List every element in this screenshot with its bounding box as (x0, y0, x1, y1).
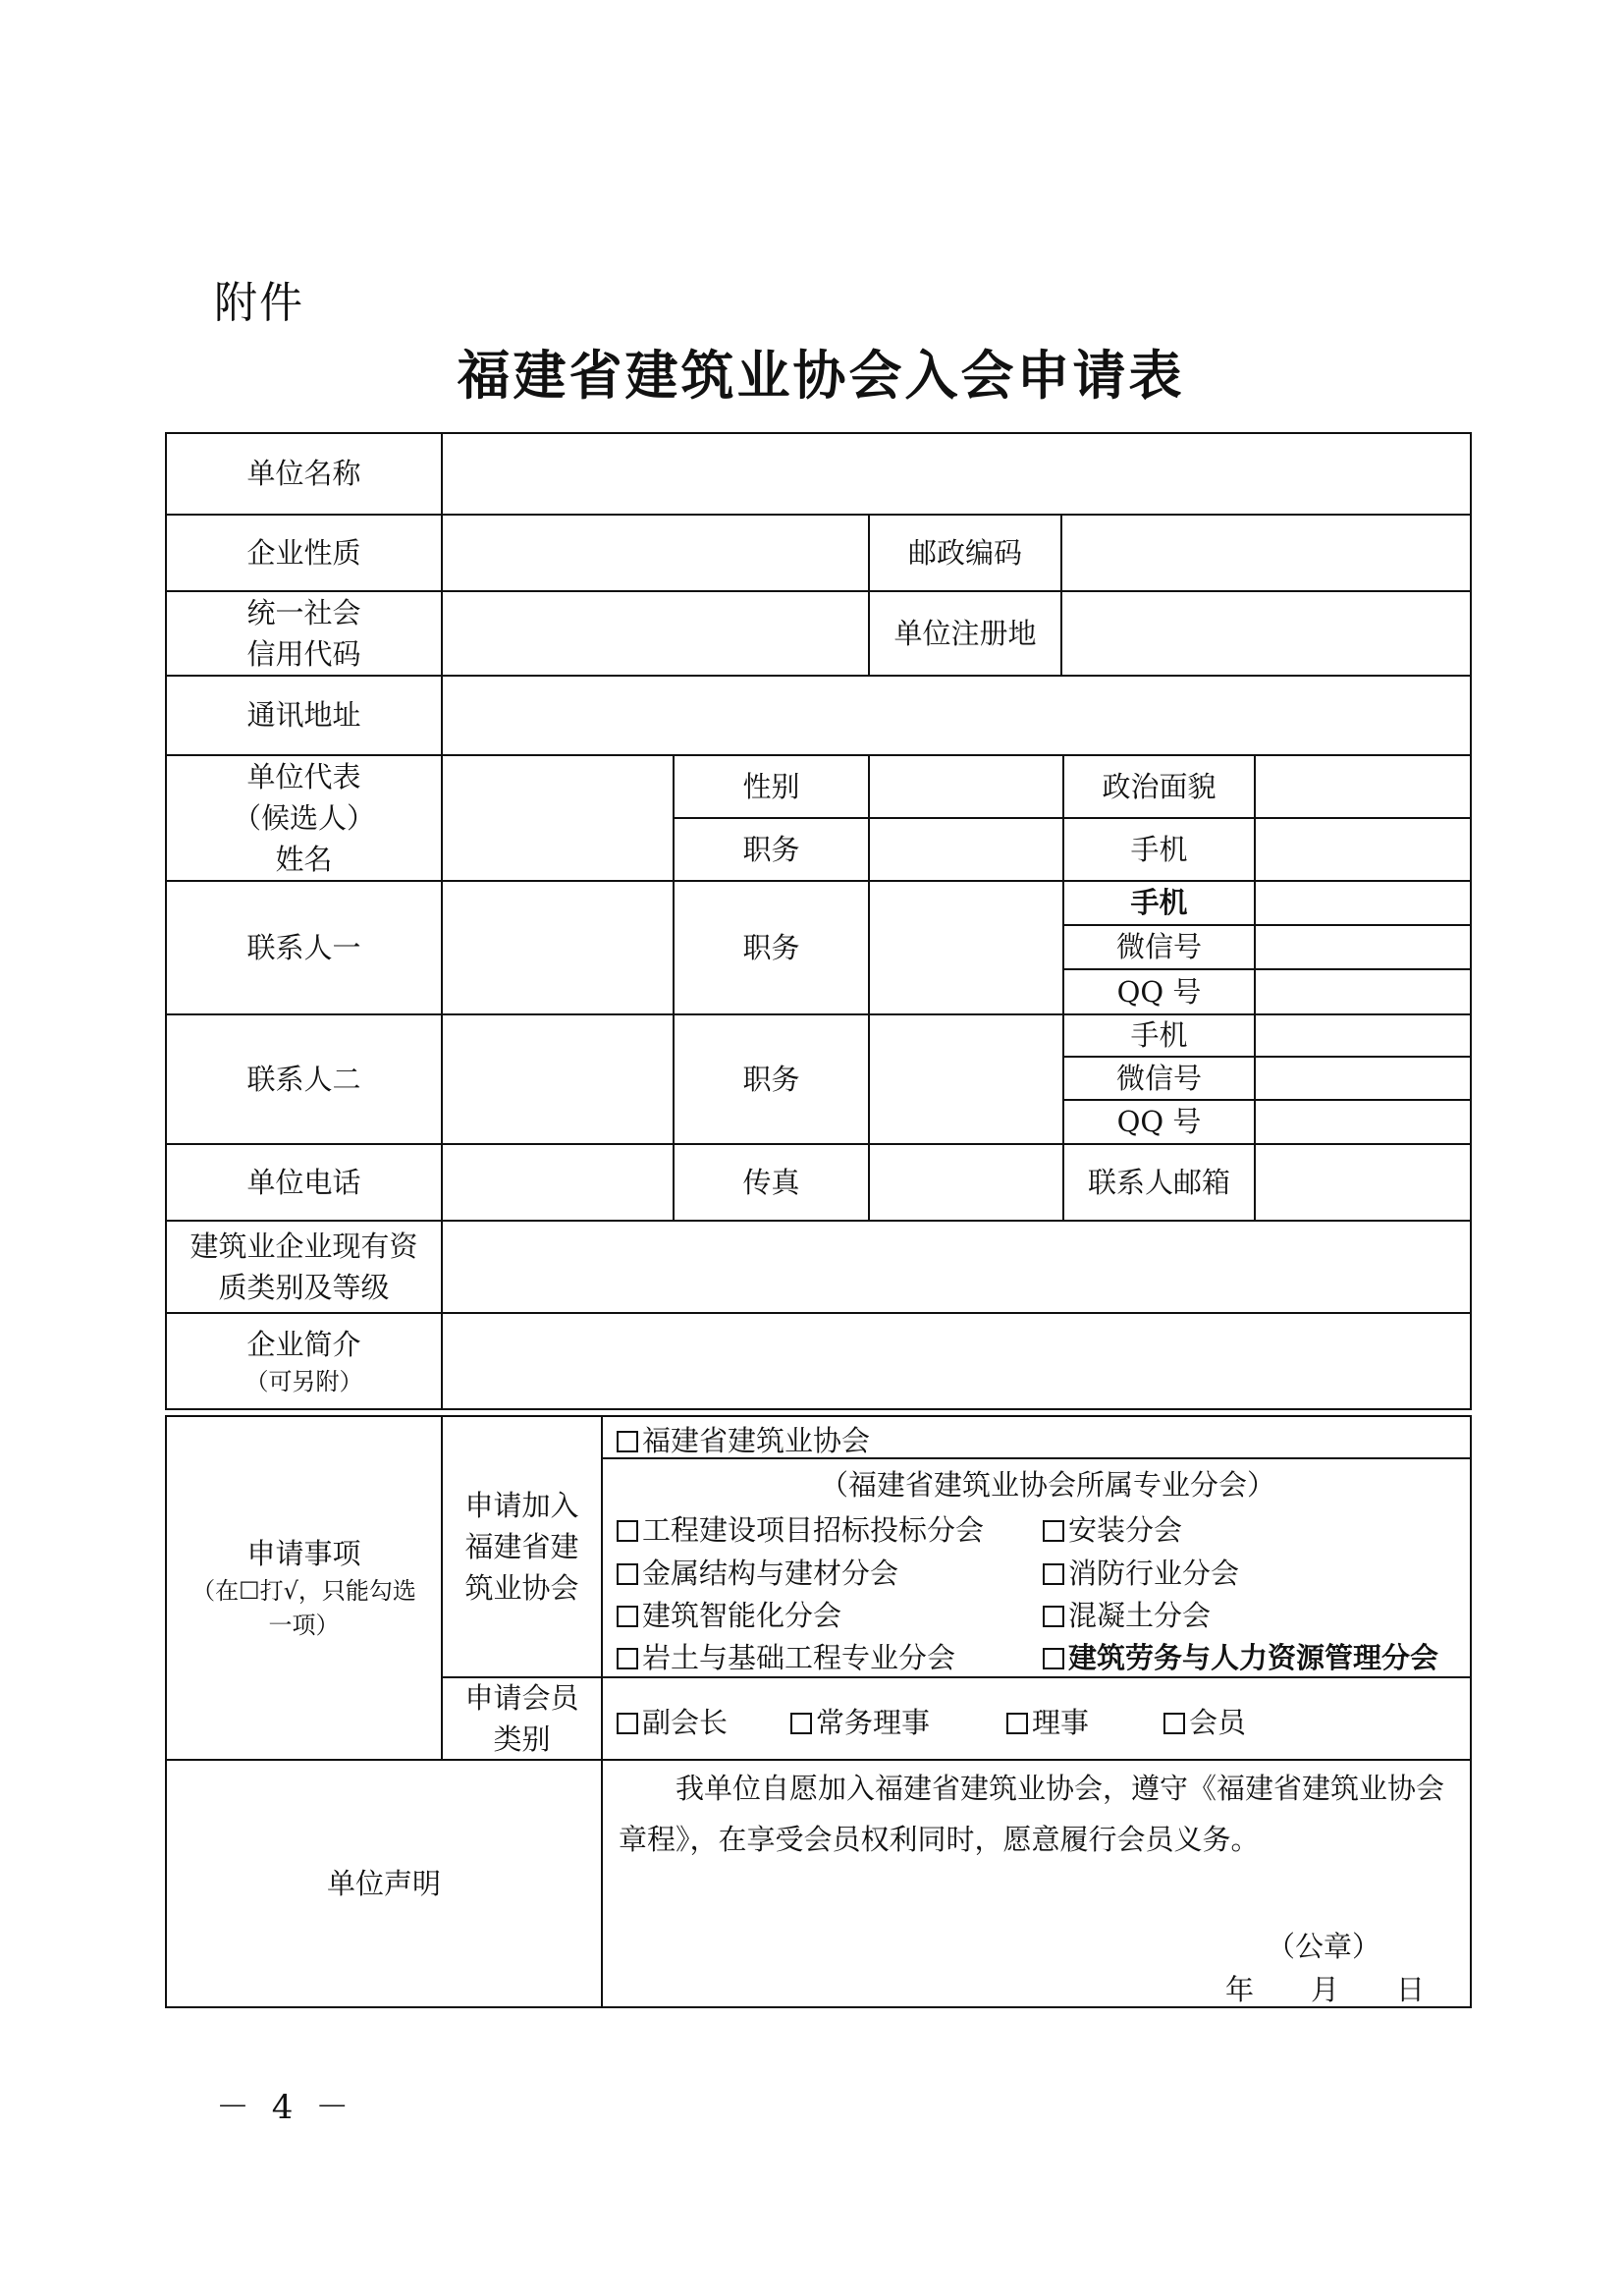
option-branch-installation[interactable] (1043, 1508, 1182, 1549)
checkbox-icon[interactable] (617, 1648, 638, 1669)
label-member-type (441, 1676, 603, 1761)
field-contact1-position[interactable] (868, 880, 1064, 1015)
checkbox-icon[interactable] (617, 1713, 638, 1734)
option-vice-president[interactable] (617, 1701, 728, 1741)
label-contact1-wechat: 微信号 (1062, 924, 1256, 970)
label-credit-code (165, 590, 443, 677)
field-unit-phone[interactable] (441, 1143, 675, 1222)
field-address[interactable] (441, 675, 1472, 756)
label-unit-name: 单位名称 (165, 432, 443, 516)
option-branch-fire[interactable] (1043, 1552, 1239, 1592)
option-director[interactable] (1006, 1701, 1089, 1741)
option-member[interactable] (1163, 1701, 1246, 1741)
label-member-type-line2: 类别 (493, 1722, 551, 1756)
field-registered-place[interactable] (1060, 590, 1472, 677)
label-qualification-line2: 质类别及等级 (218, 1271, 390, 1304)
option-branch-labor[interactable] (1043, 1636, 1438, 1676)
label-company-intro-line2: （可另附） (244, 1367, 363, 1395)
field-contact2-wechat[interactable] (1254, 1056, 1472, 1101)
field-company-intro[interactable] (441, 1312, 1472, 1410)
field-credit-code[interactable] (441, 590, 870, 677)
declaration-text: 我单位自愿加入福建省建筑业协会，遵守《福建省建筑业协会章程》，在享受会员权利同时，愿意履行会员义务。 (619, 1772, 1445, 1856)
checkbox-icon[interactable] (617, 1431, 638, 1452)
label-company-intro (165, 1312, 443, 1410)
label-application-line1: 申请事项 (246, 1537, 361, 1571)
option-branch-metal[interactable] (617, 1552, 898, 1592)
field-contact2-name[interactable] (441, 1013, 675, 1145)
field-contact1-mobile[interactable] (1254, 880, 1472, 926)
label-contact2-position: 职务 (673, 1013, 870, 1145)
label-join-line1: 申请加入 (464, 1488, 579, 1522)
form-title: 福建省建筑业协会入会申请表 (457, 344, 1185, 407)
label-credit-code-line1: 统一社会 (246, 595, 361, 629)
label-representative-line1: 单位代表 (246, 759, 361, 793)
checkbox-icon[interactable] (1006, 1713, 1028, 1734)
label-address: 通讯地址 (165, 675, 443, 756)
page-number: － 4 － (216, 2088, 355, 2127)
checkbox-icon[interactable] (617, 1606, 638, 1627)
date-month: 月 (1311, 1973, 1340, 2006)
field-unit-name[interactable] (441, 432, 1472, 516)
label-contact2-wechat: 微信号 (1062, 1056, 1256, 1101)
label-contact1-mobile: 手机 (1062, 880, 1256, 926)
label-join-line2: 福建省建 (464, 1529, 579, 1563)
option-label: 建筑劳务与人力资源管理分会 (1068, 1641, 1439, 1674)
field-postal-code[interactable] (1060, 514, 1472, 592)
option-executive-director[interactable] (790, 1701, 930, 1741)
option-label: 消防行业分会 (1068, 1557, 1240, 1590)
checkbox-icon[interactable] (1043, 1648, 1064, 1669)
checkbox-icon[interactable] (1043, 1520, 1064, 1542)
label-contact1-qq: QQ 号 (1062, 968, 1256, 1015)
field-enterprise-nature[interactable] (441, 514, 870, 592)
label-join-line3: 筑业协会 (464, 1571, 579, 1606)
option-label: 金属结构与建材分会 (642, 1557, 899, 1590)
label-gender: 性别 (673, 754, 870, 819)
field-rep-position[interactable] (868, 817, 1064, 882)
label-join-association (441, 1415, 603, 1678)
label-rep-position: 职务 (673, 817, 870, 882)
branches-heading: （福建省建筑业协会所属专业分会） (820, 1468, 1276, 1502)
date-year: 年 (1225, 1973, 1255, 2006)
option-association-label: 福建省建筑业协会 (642, 1424, 871, 1457)
label-rep-mobile: 手机 (1062, 817, 1256, 882)
option-label: 岩土与基础工程专业分会 (642, 1641, 956, 1674)
option-label: 理事 (1032, 1706, 1090, 1739)
label-unit-phone: 单位电话 (165, 1143, 443, 1222)
checkbox-icon[interactable] (617, 1520, 638, 1542)
option-association[interactable] (617, 1419, 870, 1459)
attachment-label: 附件 (214, 278, 304, 328)
label-contact1: 联系人一 (165, 880, 443, 1015)
label-enterprise-nature: 企业性质 (165, 514, 443, 592)
field-contact1-name[interactable] (441, 880, 675, 1015)
option-label: 工程建设项目招标投标分会 (642, 1513, 985, 1547)
label-member-type-line1: 申请会员 (464, 1680, 579, 1715)
label-postal-code: 邮政编码 (868, 514, 1062, 592)
option-branch-intelligent[interactable] (617, 1594, 841, 1634)
label-application-line3: 一项） (268, 1612, 340, 1640)
field-qualification[interactable] (441, 1220, 1472, 1314)
field-contact1-qq[interactable] (1254, 968, 1472, 1015)
label-representative-line3: 姓名 (275, 843, 333, 877)
label-contact2: 联系人二 (165, 1013, 443, 1145)
option-label: 安装分会 (1068, 1513, 1183, 1547)
label-contact-email: 联系人邮箱 (1062, 1143, 1256, 1222)
label-political-status: 政治面貌 (1062, 754, 1256, 819)
checkbox-icon[interactable] (1163, 1713, 1185, 1734)
option-branch-concrete[interactable] (1043, 1594, 1211, 1634)
checkbox-icon[interactable] (617, 1563, 638, 1585)
field-contact-email[interactable] (1254, 1143, 1472, 1222)
date-day: 日 (1396, 1973, 1426, 2006)
checkbox-icon[interactable] (790, 1713, 812, 1734)
checkbox-icon[interactable] (1043, 1563, 1064, 1585)
label-company-intro-line1: 企业简介 (246, 1327, 361, 1361)
option-label: 建筑智能化分会 (642, 1599, 842, 1632)
label-fax: 传真 (673, 1143, 870, 1222)
date-line (1225, 1968, 1425, 2008)
option-branch-geotech[interactable] (617, 1636, 955, 1676)
option-label: 会员 (1189, 1706, 1247, 1739)
option-label: 常务理事 (816, 1706, 931, 1739)
label-representative-line2: （候选人） (232, 800, 375, 835)
label-contact2-mobile: 手机 (1062, 1013, 1256, 1058)
label-declaration: 单位声明 (165, 1759, 603, 2008)
field-rep-mobile[interactable] (1254, 817, 1472, 882)
field-political-status[interactable] (1254, 754, 1472, 819)
field-contact2-qq[interactable] (1254, 1099, 1472, 1145)
field-contact2-position[interactable] (868, 1013, 1064, 1145)
label-contact1-position: 职务 (673, 880, 870, 1015)
option-label: 混凝土分会 (1068, 1599, 1212, 1632)
option-label: 副会长 (642, 1706, 729, 1739)
label-contact2-qq: QQ 号 (1062, 1099, 1256, 1145)
label-qualification (165, 1220, 443, 1314)
label-qualification-line1: 建筑业企业现有资 (189, 1229, 418, 1263)
label-representative (165, 754, 443, 882)
label-registered-place: 单位注册地 (868, 590, 1062, 677)
field-fax[interactable] (868, 1143, 1064, 1222)
field-contact2-mobile[interactable] (1254, 1013, 1472, 1058)
seal-label: （公章） (1267, 1930, 1381, 1963)
option-branch-bidding[interactable] (617, 1508, 984, 1549)
label-application-line2: （在☐打√，只能勾选 (191, 1577, 416, 1606)
field-representative-name[interactable] (441, 754, 675, 882)
field-gender[interactable] (868, 754, 1064, 819)
checkbox-icon[interactable] (1043, 1606, 1064, 1627)
label-credit-code-line2: 信用代码 (246, 637, 361, 671)
label-application-items (165, 1415, 443, 1761)
field-contact1-wechat[interactable] (1254, 924, 1472, 970)
